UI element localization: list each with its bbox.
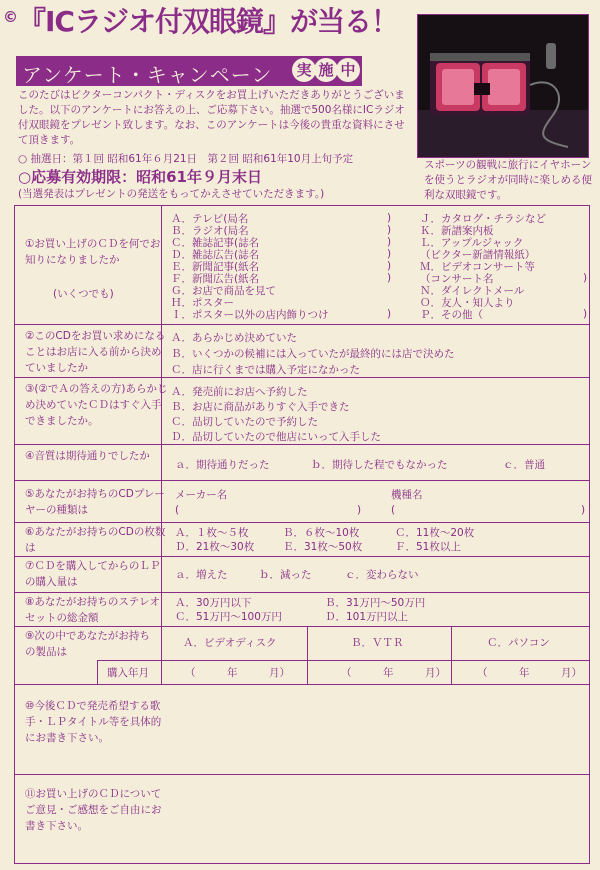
q5-maker-label: メーカー名 (175, 489, 228, 501)
bracket: ) (583, 308, 588, 320)
badge-naka: 中 (336, 58, 360, 82)
row-divider (15, 592, 589, 593)
q1-option[interactable]: Ｉ．ポスター以外の店内飾りつけ (171, 309, 329, 321)
q9-year-label: 購入年月 (107, 667, 149, 679)
q9-product[interactable]: Ａ．ビデオディスク (183, 637, 277, 649)
q8-option[interactable]: Ｃ．51万円～100万円 (175, 611, 282, 623)
q5-text: ⑤あなたがお持ちのCDプレーヤーの種類は (25, 488, 165, 516)
q7-option[interactable]: ｃ．変わらない (345, 569, 419, 581)
q4-text: ④音質は期待通りでしたか (25, 450, 150, 462)
bracket: ) (581, 504, 586, 516)
q4-option[interactable]: ｃ．普通 (503, 459, 545, 471)
badge-jitsu: 実 (292, 58, 316, 82)
q8-text: ⑧あなたがお持ちのステレオセットの総金額 (25, 596, 160, 624)
intro-text: このたびはビクターコンパクト・ディスクをお買上げいただきありがとうございました。以下のアンケートにお答えの上、ご応募下さい。抽選で500名様にICラジオ付双眼鏡をプレゼント致します。なお、このアンケートは今後の貴重な資料にさせて頂きます。 (18, 89, 405, 146)
binocular-icon (430, 53, 530, 115)
q1-option[interactable]: Ｌ．アップルジャック (420, 237, 524, 249)
q3-text: ③(②でＡの答えの方)あらかじめ決めていたＣＤはすぐ入手できましたか。 (25, 383, 168, 427)
q9-product[interactable]: Ｂ．ＶＴＲ (351, 637, 404, 649)
q1-option[interactable]: Ｎ．ダイレクトメール (420, 285, 525, 297)
q2-text: ②このCDをお買い求めになることはお店に入る前から決めていましたか (25, 330, 166, 374)
row-divider (15, 774, 589, 775)
q2-option[interactable]: Ｂ．いくつかの候補には入っていたが最終的には店で決めた (171, 348, 455, 360)
row-divider (15, 556, 589, 557)
campaign-banner (16, 56, 362, 86)
bracket: ) (387, 236, 392, 248)
q3-option[interactable]: Ｂ．お店に商品がありすぐ入手できた (171, 401, 350, 413)
q1-option[interactable]: Ｐ．その他（ (420, 309, 483, 321)
q7-option[interactable]: ａ．増えた (175, 569, 228, 581)
q1-option[interactable]: Ｃ．雑誌記事(誌名 (171, 237, 260, 249)
q1-option: （ビクター新譜情報紙） (420, 249, 536, 261)
q4-option[interactable]: ａ．期待通りだった (175, 459, 270, 471)
q8-option[interactable]: Ａ．30万円以下 (175, 597, 252, 609)
row-divider (15, 480, 589, 481)
bracket: ) (583, 272, 588, 284)
binocular-radio-photo (417, 14, 589, 158)
q1-option[interactable]: Ｏ．友人・知人より (420, 297, 515, 309)
row-divider (15, 684, 589, 685)
bracket: ( (175, 504, 180, 516)
badge-shi: 施 (314, 58, 338, 82)
bracket: ) (387, 248, 392, 260)
q11-text: ⑪お買い上げのＣＤについてご意見・ご感想をご自由にお書き下さい。 (25, 788, 162, 832)
q9-divider (97, 660, 98, 684)
questionnaire-form (14, 205, 590, 864)
q8-option[interactable]: Ｄ．101万円以上 (325, 611, 409, 623)
announcement-note: (当選発表はプレゼントの発送をもってかえさせていただきます。) (18, 188, 325, 200)
bracket: ) (387, 308, 392, 320)
q7-text: ⑦ＣＤを購入してからのＬＰの購入量は (25, 560, 161, 588)
bracket: ) (387, 272, 392, 284)
q9-row-divider (97, 660, 589, 661)
campaign-title: アンケート・キャンペーン (22, 63, 273, 87)
q6-option[interactable]: Ｄ．21枚～30枚 (175, 541, 255, 553)
lottery-dates: ○ 抽選日：第１回 昭和61年６月21日 第２回 昭和61年10月上旬予定 (18, 153, 354, 165)
q4-option[interactable]: ｂ．期待した程でもなかった (311, 459, 448, 471)
row-divider (15, 626, 589, 627)
q9-text: ⑨次の中であなたがお持ちの製品は (25, 630, 150, 658)
q9-divider (451, 626, 452, 684)
photo-caption: スポーツの観戦に旅行にイヤホーンを使うとラジオが同時に楽しめる便利な双眼鏡です。 (424, 159, 592, 201)
q1-option[interactable]: Ｊ．カタログ・チラシなど (420, 213, 546, 225)
q1-option[interactable]: Ｈ．ポスター (171, 297, 234, 309)
q10-answer-area[interactable] (165, 688, 583, 770)
deadline: ○応募有効期限：昭和61年９月末日 (18, 168, 262, 186)
q9-year-field[interactable]: （ 年 月） (341, 667, 446, 679)
bracket: ) (387, 260, 392, 272)
q6-option[interactable]: Ｅ．31枚～50枚 (283, 541, 363, 553)
bracket: ( (391, 504, 396, 516)
q6-option[interactable]: Ｆ．51枚以上 (395, 541, 461, 553)
q1-option[interactable]: Ａ．テレビ(局名 (171, 213, 249, 225)
bracket: ) (387, 224, 392, 236)
q1-text: ①お買い上げのＣＤを何でお知りになりましたか (25, 238, 161, 266)
q2-option[interactable]: Ａ．あらかじめ決めていた (171, 332, 297, 344)
q1-option[interactable]: Ｇ．お店で商品を見て (171, 285, 276, 297)
q3-option[interactable]: Ａ．発売前にお店へ予約した (171, 386, 308, 398)
q6-option[interactable]: Ｃ．11枚～20枚 (395, 527, 475, 539)
q3-option[interactable]: Ｃ．品切していたので予約した (171, 416, 318, 428)
q1-option[interactable]: Ｄ．雑誌広告(誌名 (171, 249, 260, 261)
q6-option[interactable]: Ｂ．６枚～10枚 (283, 527, 360, 539)
q9-product[interactable]: Ｃ．パソコン (487, 637, 550, 649)
q6-option[interactable]: Ａ．１枚～５枚 (175, 527, 249, 539)
q1-option[interactable]: Ｋ．新譜案内板 (420, 225, 494, 237)
q1-option[interactable]: Ｅ．新聞記事(紙名 (171, 261, 260, 273)
q9-year-field[interactable]: （ 年 月） (477, 667, 582, 679)
q1-option[interactable]: Ｆ．新聞広告(紙名 (171, 273, 260, 285)
q1-option: （コンサート名 (420, 273, 494, 285)
q9-divider (307, 626, 308, 684)
copyright-mark: © (3, 8, 18, 26)
q7-option[interactable]: ｂ．減った (259, 569, 312, 581)
q11-answer-area[interactable] (165, 778, 583, 858)
bracket: ) (357, 504, 362, 516)
q9-year-field[interactable]: （ 年 月） (185, 667, 290, 679)
q2-option[interactable]: Ｃ．店に行くまでは購入予定になかった (171, 364, 360, 376)
headline: 『ICラジオ付双眼鏡』が当る！ (18, 5, 398, 38)
q5-model-label: 機種名 (391, 489, 423, 501)
q3-option[interactable]: Ｄ．品切していたので他店にいって入手した (171, 431, 381, 443)
q10-text: ⑩今後ＣＤで発売希望する歌手・ＬＰタイトル等を具体的にお書き下さい。 (25, 700, 162, 744)
q1-option[interactable]: Ｍ．ビデオコンサート等 (420, 261, 535, 273)
row-divider (15, 324, 589, 325)
bracket: ) (387, 212, 392, 224)
q1-option[interactable]: Ｂ．ラジオ(局名 (171, 225, 249, 237)
q8-option[interactable]: Ｂ．31万円～50万円 (325, 597, 426, 609)
row-divider (15, 522, 589, 523)
q6-text: ⑥あなたがお持ちのCDの枚数は (25, 526, 166, 554)
q1-sub: (いくつでも) (53, 288, 114, 300)
